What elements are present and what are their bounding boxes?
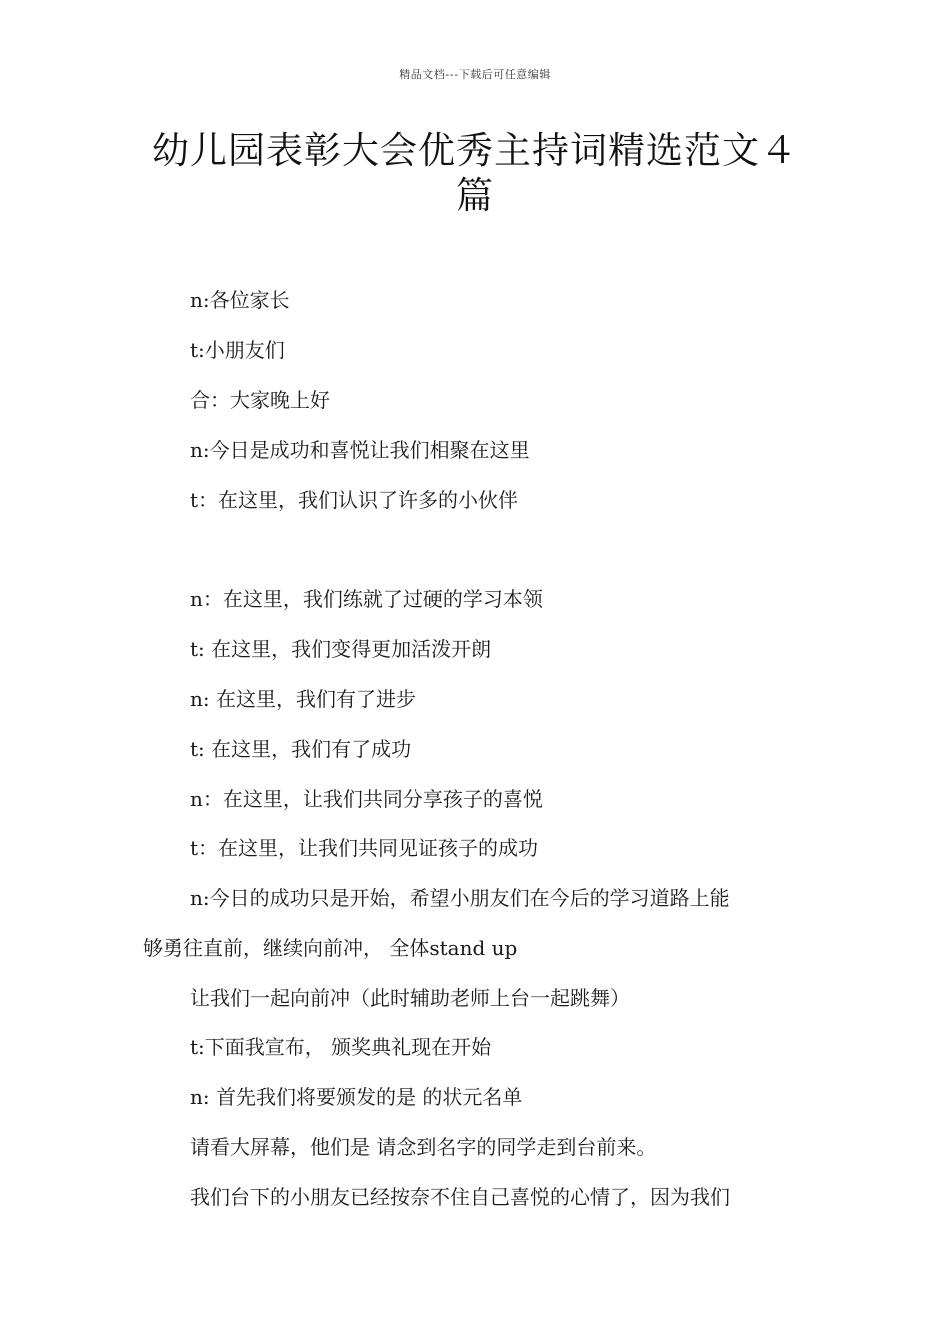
script-line: 请看大屏幕，他们是 请念到名字的同学走到台前来。 [190, 1135, 657, 1159]
script-line: n:今日是成功和喜悦让我们相聚在这里 [190, 438, 530, 462]
page-header: 精品文档---下载后可任意编辑 [399, 68, 551, 81]
script-line: 我们台下的小朋友已经按奈不住自己喜悦的心情了，因为我们 [190, 1185, 730, 1209]
script-line: 合：大家晚上好 [190, 388, 330, 412]
script-line: 让我们一起向前冲（此时辅助老师上台一起跳舞） [190, 986, 630, 1010]
title-line-2: 篇 [456, 174, 494, 217]
script-line: t：在这里，我们认识了许多的小伙伴 [190, 488, 519, 512]
title-line-1: 幼儿园表彰大会优秀主持词精选范文４ [152, 129, 798, 172]
script-line: n：在这里，我们练就了过硬的学习本领 [190, 587, 543, 611]
script-line: t: 在这里，我们有了成功 [190, 737, 412, 761]
script-line: t：在这里，让我们共同见证孩子的成功 [190, 836, 539, 860]
script-line: n:各位家长 [190, 288, 290, 312]
script-line-continuation: 够勇往直前，继续向前冲， 全体stand up [143, 936, 518, 960]
script-line: n: 首先我们将要颁发的是 的状元名单 [190, 1085, 523, 1109]
script-line: n：在这里，让我们共同分享孩子的喜悦 [190, 787, 543, 811]
script-line: n:今日的成功只是开始，希望小朋友们在今后的学习道路上能 [190, 886, 730, 910]
script-line: t:小朋友们 [190, 338, 285, 362]
document-title [140, 128, 810, 218]
script-line: t:下面我宣布， 颁奖典礼现在开始 [190, 1035, 492, 1059]
script-line: t: 在这里，我们变得更加活泼开朗 [190, 637, 492, 661]
script-line: n: 在这里，我们有了进步 [190, 687, 416, 711]
